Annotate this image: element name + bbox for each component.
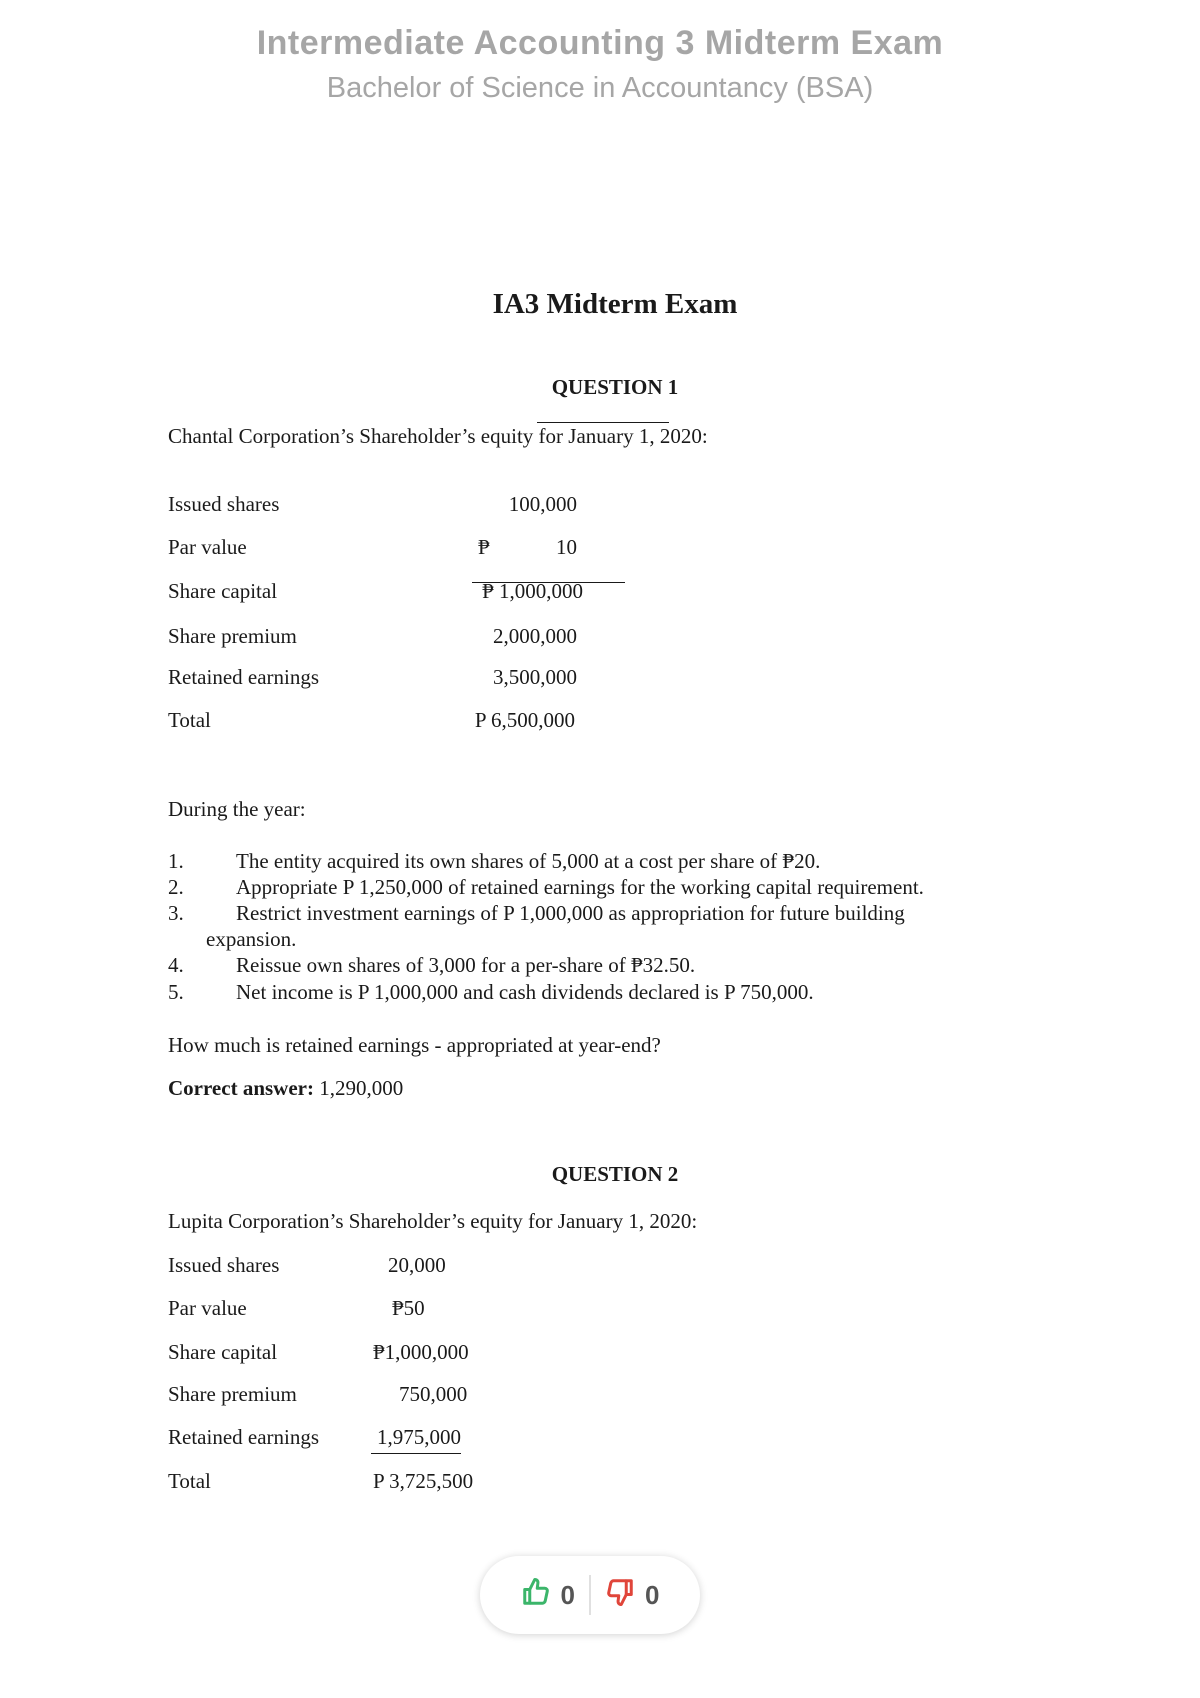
q1-label-par-value: Par value [168,535,247,559]
q2-label-total: Total [168,1469,211,1493]
question-1-heading: QUESTION 1 [551,375,679,399]
header-subtitle: Bachelor of Science in Accountancy (BSA) [326,72,874,104]
question-1-prompt: How much is retained earnings - appropriated at year-end? [168,1033,661,1057]
list-item-number: 1. [168,849,184,873]
q2-subtotal-rule [371,1453,461,1454]
q1-label-share-capital: Share capital [168,579,278,603]
list-item-text: Reissue own shares of 3,000 for a per-share of ₱32.50. [236,953,696,977]
q2-value-retained-earnings: 1,975,000 [377,1425,461,1449]
q2-value-par-value: ₱50 [392,1296,425,1320]
list-item-text: The entity acquired its own shares of 5,000 at a cost per share of ₱20. [236,849,821,873]
q1-label-retained-earnings: Retained earnings [168,665,320,689]
q1-label-total: Total [168,708,211,732]
list-item-text: Restrict investment earnings of P 1,000,000 as appropriation for future building [236,901,905,925]
thumbs-down-icon [605,1577,635,1614]
document-title: IA3 Midterm Exam [492,288,738,320]
correct-answer-line [168,1076,403,1101]
list-item-number: 5. [168,980,184,1004]
list-item-text: Net income is P 1,000,000 and cash dividends declared is P 750,000. [236,980,814,1004]
q2-value-share-premium: 750,000 [399,1382,468,1406]
header-title: Intermediate Accounting 3 Midterm Exam [256,24,944,62]
q2-label-par-value: Par value [168,1296,247,1320]
decorative-rule [537,422,669,423]
q1-value-share-capital: ₱ 1,000,000 [482,579,583,603]
q1-value-issued-shares: 100,000 [508,492,577,516]
q1-value-retained-earnings: 3,500,000 [493,665,577,689]
question-1-intro: Chantal Corporation’s Shareholder’s equity for January 1, 2020: [168,424,708,448]
q2-label-share-premium: Share premium [168,1382,297,1406]
q1-value-share-premium: 2,000,000 [493,624,577,648]
q1-currency-par-value: ₱ [478,535,490,559]
q1-value-par-value: 10 [556,535,577,559]
q2-value-issued-shares: 20,000 [388,1253,446,1277]
thumbs-up-icon [521,1577,551,1614]
upvote-button[interactable] [507,1577,589,1614]
vote-widget [480,1556,700,1634]
downvote-count: 0 [645,1579,660,1610]
during-the-year-label: During the year: [168,797,306,821]
q2-value-share-capital: ₱1,000,000 [373,1340,469,1364]
question-2-intro: Lupita Corporation’s Shareholder’s equity for January 1, 2020: [168,1209,698,1233]
q2-label-retained-earnings: Retained earnings [168,1425,320,1449]
list-item-number: 4. [168,953,184,977]
q2-value-total: P 3,725,500 [373,1469,474,1493]
q2-label-issued-shares: Issued shares [168,1253,280,1277]
list-item-text-continued: expansion. [206,927,297,951]
q1-value-total: P 6,500,000 [474,708,575,732]
list-item-number: 2. [168,875,184,899]
upvote-count: 0 [560,1579,575,1610]
correct-answer-label: Correct answer: [168,1076,314,1100]
question-2-heading: QUESTION 2 [551,1162,679,1186]
q2-label-share-capital: Share capital [168,1340,278,1364]
correct-answer-value: 1,290,000 [319,1076,404,1100]
q1-label-share-premium: Share premium [168,624,297,648]
downvote-button[interactable] [591,1577,673,1614]
q1-label-issued-shares: Issued shares [168,492,280,516]
list-item-number: 3. [168,901,184,925]
list-item-text: Appropriate P 1,250,000 of retained earnings for the working capital requirement. [236,875,924,899]
